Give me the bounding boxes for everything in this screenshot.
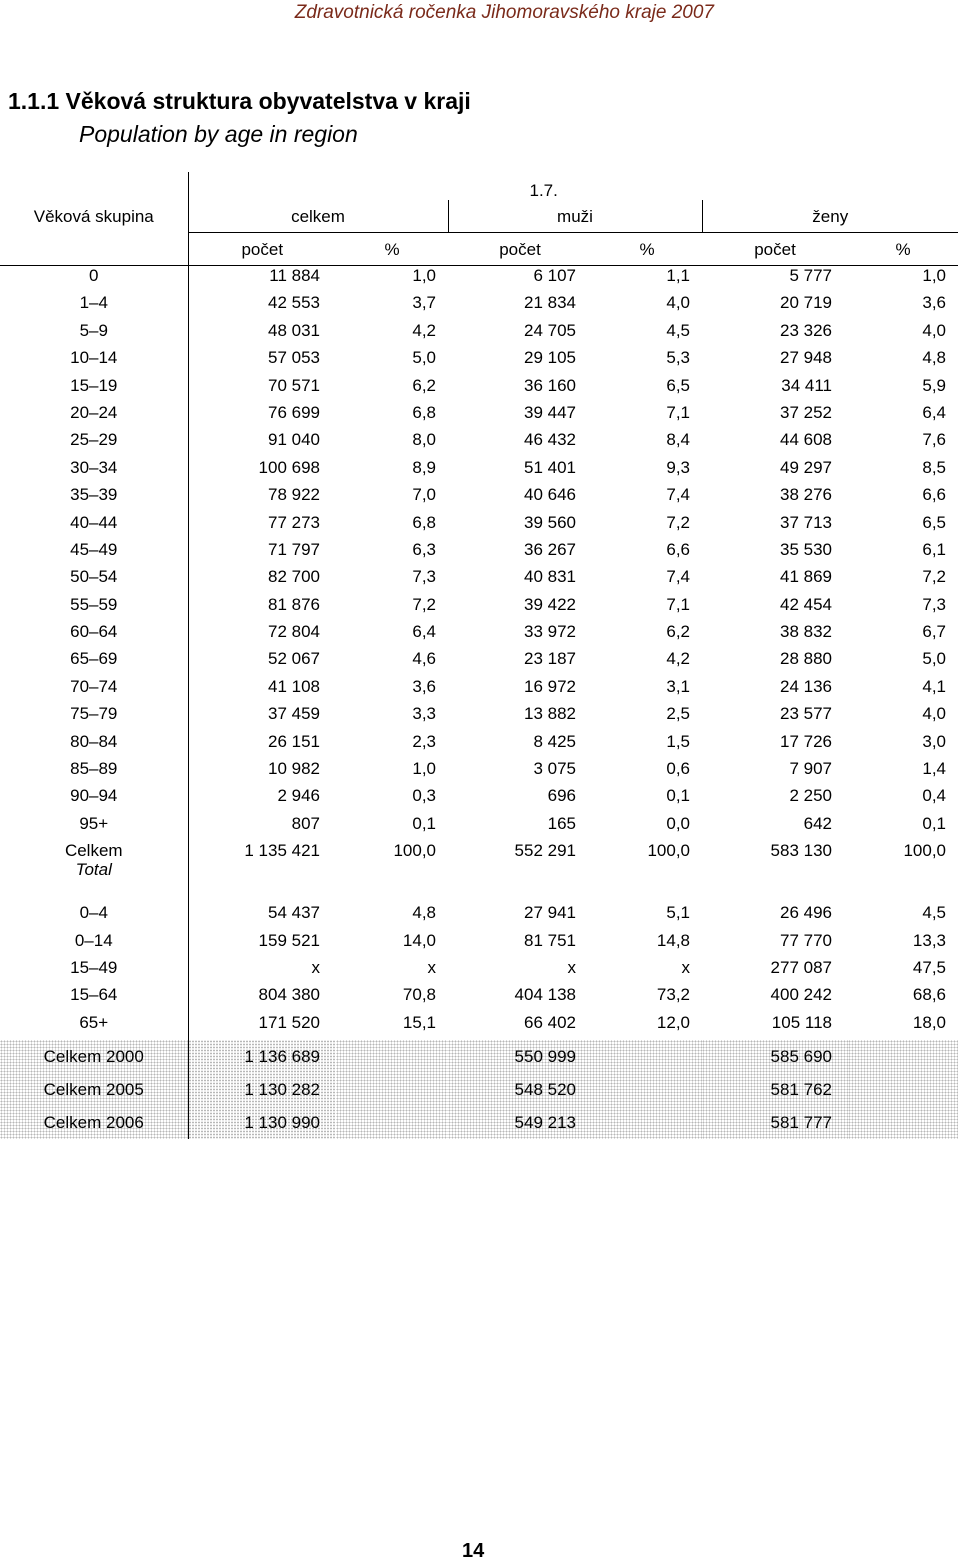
muzi-percent: 5,3 (666, 348, 690, 368)
celkem-percent: 7,0 (412, 485, 436, 505)
celkem-count: 82 700 (268, 567, 320, 587)
muzi-percent: 12,0 (656, 1012, 690, 1032)
age-group-label: 35–39 (0, 485, 188, 512)
zeny-percent: 7,6 (922, 430, 947, 450)
age-group-label: 0 (0, 266, 188, 294)
zeny-count: 277 087 (770, 957, 832, 977)
zeny-percent: 4,1 (922, 676, 947, 696)
muzi-count: 3 075 (533, 759, 576, 779)
age-rows (0, 266, 958, 842)
aggregate-row (0, 985, 958, 1012)
total-celkem-count: 1 135 421 (244, 841, 320, 861)
celkem-percent: x (427, 957, 436, 977)
zeny-count: 105 118 (771, 1012, 832, 1032)
celkem-percent: 14,0 (402, 930, 436, 950)
zeny-count: 581 762 (702, 1073, 848, 1106)
age-group-label: 20–24 (0, 403, 188, 430)
celkem-percent: 7,3 (412, 567, 436, 587)
celkem-percent: 8,0 (412, 430, 436, 450)
muzi-percent: 7,1 (666, 402, 690, 422)
table-row (0, 759, 958, 786)
age-group-label: 75–79 (0, 704, 188, 731)
age-structure-table (0, 172, 958, 1139)
celkem-count: 26 151 (268, 731, 320, 751)
celkem-percent: 3,3 (412, 704, 436, 724)
celkem-count: 159 521 (258, 930, 320, 950)
zeny-count: 17 726 (780, 731, 832, 751)
zeny-percent-empty (848, 1073, 958, 1106)
celkem-count: 171 520 (258, 1012, 320, 1032)
table-row (0, 704, 958, 731)
muzi-count: 550 999 (448, 1040, 592, 1073)
total-zeny-count: 583 130 (770, 841, 832, 861)
muzi-percent: 0,0 (666, 813, 690, 833)
muzi-count: 23 187 (524, 649, 576, 669)
table-row (0, 321, 958, 348)
muzi-percent-empty (592, 1073, 702, 1106)
muzi-percent: 6,5 (666, 375, 690, 395)
total-celkem-percent: 100,0 (393, 841, 436, 861)
celkem-count: 78 922 (268, 485, 320, 505)
historical-label: Celkem 2000 (0, 1040, 188, 1073)
subheader-count: počet (448, 233, 592, 266)
age-group-label: 10–14 (0, 348, 188, 375)
celkem-count: 10 982 (268, 759, 320, 779)
muzi-percent-empty (592, 1040, 702, 1073)
group-header-zeny: ženy (702, 200, 958, 233)
zeny-percent: 68,6 (912, 985, 947, 1005)
total-muzi-count: 552 291 (514, 841, 576, 861)
age-group-label: 65–69 (0, 649, 188, 676)
age-group-label: 95+ (0, 814, 188, 841)
muzi-count: 39 560 (524, 512, 576, 532)
muzi-count: 36 267 (524, 539, 576, 559)
aggregate-row (0, 931, 958, 958)
celkem-percent: 7,2 (412, 594, 436, 614)
zeny-count: 37 713 (780, 512, 832, 532)
muzi-percent: 3,1 (666, 676, 690, 696)
celkem-count: 71 797 (268, 539, 320, 559)
zeny-count: 28 880 (780, 649, 832, 669)
table-row (0, 403, 958, 430)
muzi-percent: 1,1 (666, 266, 690, 285)
historical-label: Celkem 2005 (0, 1073, 188, 1106)
zeny-percent: 6,1 (922, 539, 947, 559)
celkem-percent: 6,4 (412, 622, 436, 642)
table-row (0, 266, 958, 294)
muzi-percent: 4,0 (666, 293, 690, 313)
muzi-count: 40 646 (524, 485, 576, 505)
historical-row (0, 1040, 958, 1073)
zeny-percent: 1,4 (922, 759, 947, 779)
muzi-count: 39 422 (524, 594, 576, 614)
zeny-count: 27 948 (780, 348, 832, 368)
muzi-percent: 7,4 (666, 485, 690, 505)
zeny-percent: 8,5 (922, 457, 947, 477)
zeny-count: 44 608 (780, 430, 832, 450)
zeny-count: 34 411 (781, 375, 832, 395)
historical-row (0, 1073, 958, 1106)
table-row (0, 567, 958, 594)
muzi-count: 549 213 (448, 1106, 592, 1139)
table-row (0, 622, 958, 649)
zeny-count: 585 690 (702, 1040, 848, 1073)
celkem-count: 81 876 (268, 594, 320, 614)
celkem-percent: 6,2 (412, 375, 436, 395)
zeny-count: 642 (803, 813, 832, 833)
aggregate-age-label: 15–49 (0, 958, 188, 985)
muzi-count: 404 138 (514, 985, 576, 1005)
muzi-count: 33 972 (524, 622, 576, 642)
zeny-percent: 4,0 (922, 320, 947, 340)
zeny-count: 5 777 (789, 266, 832, 285)
historical-rows (0, 1040, 958, 1139)
group-header-celkem: celkem (188, 200, 448, 233)
zeny-count: 42 454 (780, 594, 832, 614)
zeny-count: 23 577 (780, 704, 832, 724)
celkem-percent: 70,8 (402, 985, 436, 1005)
muzi-percent: 5,1 (666, 903, 690, 923)
zeny-count: 38 276 (780, 485, 832, 505)
celkem-percent: 6,8 (412, 402, 436, 422)
zeny-count: 77 770 (780, 930, 832, 950)
muzi-count: 27 941 (524, 903, 576, 923)
celkem-count: 70 571 (268, 375, 320, 395)
celkem-count: 100 698 (258, 457, 320, 477)
zeny-percent: 0,1 (922, 813, 947, 833)
celkem-percent-empty (336, 1106, 448, 1139)
celkem-percent: 5,0 (412, 348, 436, 368)
muzi-percent: 9,3 (666, 457, 690, 477)
table-row (0, 485, 958, 512)
zeny-percent: 7,2 (922, 567, 947, 587)
celkem-percent: 3,6 (412, 676, 436, 696)
muzi-count: 16 972 (524, 676, 576, 696)
total-muzi-percent: 100,0 (647, 841, 690, 861)
celkem-count: 48 031 (268, 320, 320, 340)
celkem-count: 11 884 (269, 266, 320, 285)
zeny-count: 37 252 (780, 402, 832, 422)
muzi-percent: 6,6 (666, 539, 690, 559)
age-group-label: 50–54 (0, 567, 188, 594)
celkem-percent: 6,3 (412, 539, 436, 559)
celkem-percent: 15,1 (402, 1012, 436, 1032)
celkem-percent-empty (336, 1040, 448, 1073)
historical-row (0, 1106, 958, 1139)
table-row (0, 458, 958, 485)
zeny-percent: 7,3 (922, 594, 947, 614)
table-row (0, 376, 958, 403)
celkem-count: 2 946 (277, 786, 320, 806)
celkem-count: 1 136 689 (188, 1040, 336, 1073)
celkem-percent: 8,9 (412, 457, 436, 477)
zeny-percent-empty (848, 1040, 958, 1073)
zeny-count: 38 832 (780, 622, 832, 642)
age-group-label: 55–59 (0, 595, 188, 622)
zeny-count: 400 242 (770, 985, 832, 1005)
aggregate-age-label: 0–4 (0, 897, 188, 930)
age-group-label: 60–64 (0, 622, 188, 649)
celkem-count: 804 380 (258, 985, 320, 1005)
celkem-count: 72 804 (268, 622, 320, 642)
age-group-label: 45–49 (0, 540, 188, 567)
zeny-percent: 5,9 (922, 375, 947, 395)
age-group-label: 1–4 (0, 293, 188, 320)
table-row (0, 649, 958, 676)
zeny-percent: 6,4 (922, 402, 947, 422)
zeny-count: 23 326 (780, 320, 832, 340)
age-group-label: 5–9 (0, 321, 188, 348)
celkem-percent: 4,8 (412, 903, 436, 923)
subheader-percent: % (336, 233, 448, 266)
muzi-count: 40 831 (524, 567, 576, 587)
celkem-percent: 1,0 (412, 266, 436, 285)
celkem-count: 91 040 (268, 430, 320, 450)
celkem-percent: 4,2 (412, 320, 436, 340)
total-label: Celkem (64, 841, 123, 861)
group-header-muzi: muži (448, 200, 702, 233)
muzi-percent: 73,2 (656, 985, 690, 1005)
muzi-percent: 4,5 (666, 320, 690, 340)
subheader-count: počet (188, 233, 336, 266)
zeny-percent: 5,0 (922, 649, 947, 669)
celkem-count: x (311, 957, 320, 977)
zeny-count: 49 297 (780, 457, 832, 477)
table-row (0, 786, 958, 813)
table-reference: 1.7. (529, 181, 558, 200)
aggregate-row (0, 1013, 958, 1040)
muzi-count: 39 447 (524, 402, 576, 422)
celkem-count: 807 (291, 813, 320, 833)
muzi-count: 46 432 (524, 430, 576, 450)
zeny-percent: 18,0 (912, 1012, 947, 1032)
zeny-count: 35 530 (780, 539, 832, 559)
running-header: Zdravotnická ročenka Jihomoravského kraje 2007 (294, 2, 714, 23)
age-group-label: 15–19 (0, 376, 188, 403)
subheader-percent: % (848, 233, 958, 266)
celkem-percent: 6,8 (412, 512, 436, 532)
celkem-count: 77 273 (268, 512, 320, 532)
zeny-percent: 4,8 (922, 348, 947, 368)
table-row (0, 430, 958, 457)
celkem-count: 54 437 (268, 903, 320, 923)
subheader-percent: % (592, 233, 702, 266)
celkem-count: 1 130 990 (188, 1106, 336, 1139)
celkem-percent: 3,7 (412, 293, 436, 313)
age-group-label: 25–29 (0, 430, 188, 457)
aggregate-row (0, 897, 958, 930)
age-group-label: 90–94 (0, 786, 188, 813)
age-group-label: 40–44 (0, 513, 188, 540)
age-group-label: 80–84 (0, 732, 188, 759)
celkem-percent: 0,3 (412, 786, 436, 806)
zeny-percent: 6,6 (922, 485, 947, 505)
total-row (0, 841, 958, 897)
muzi-count: 6 107 (533, 266, 576, 285)
celkem-percent: 2,3 (412, 731, 436, 751)
age-group-label: 30–34 (0, 458, 188, 485)
muzi-percent: 7,1 (666, 594, 690, 614)
page-number: 14 (462, 1540, 485, 1562)
muzi-percent: 8,4 (666, 430, 690, 450)
zeny-count: 41 869 (780, 567, 832, 587)
muzi-count: 81 751 (524, 930, 576, 950)
muzi-percent: x (681, 957, 690, 977)
total-zeny-percent: 100,0 (903, 841, 947, 861)
table-row (0, 732, 958, 759)
table-row (0, 595, 958, 622)
celkem-percent: 1,0 (412, 759, 436, 779)
table-row (0, 348, 958, 375)
age-group-label: 70–74 (0, 677, 188, 704)
muzi-count: 29 105 (524, 348, 576, 368)
muzi-count: x (567, 957, 576, 977)
table-row (0, 513, 958, 540)
celkem-percent-empty (336, 1073, 448, 1106)
aggregate-age-label: 65+ (0, 1013, 188, 1040)
aggregate-rows (0, 897, 958, 1040)
zeny-percent: 3,6 (922, 293, 947, 313)
muzi-percent: 6,2 (666, 622, 690, 642)
muzi-count: 548 520 (448, 1073, 592, 1106)
celkem-percent: 0,1 (412, 813, 436, 833)
celkem-count: 76 699 (268, 402, 320, 422)
aggregate-row (0, 958, 958, 985)
celkem-count: 52 067 (268, 649, 320, 669)
muzi-count: 165 (547, 813, 576, 833)
muzi-percent-empty (592, 1106, 702, 1139)
total-section (0, 841, 958, 897)
muzi-percent: 14,8 (656, 930, 690, 950)
muzi-percent: 1,5 (666, 731, 690, 751)
zeny-count: 7 907 (789, 759, 832, 779)
muzi-count: 24 705 (524, 320, 576, 340)
celkem-count: 1 130 282 (188, 1073, 336, 1106)
muzi-percent: 7,4 (666, 567, 690, 587)
muzi-count: 51 401 (524, 457, 576, 477)
muzi-count: 21 834 (524, 293, 576, 313)
section-subtitle: Population by age in region (79, 121, 358, 147)
zeny-percent-empty (848, 1106, 958, 1139)
zeny-percent: 47,5 (912, 957, 947, 977)
table-row (0, 540, 958, 567)
total-label-cell (0, 841, 188, 897)
muzi-count: 36 160 (524, 375, 576, 395)
muzi-percent: 4,2 (666, 649, 690, 669)
historical-label: Celkem 2006 (0, 1106, 188, 1139)
zeny-percent: 3,0 (922, 731, 947, 751)
celkem-count: 57 053 (268, 348, 320, 368)
zeny-count: 26 496 (780, 903, 832, 923)
total-label-en: Total (75, 860, 112, 880)
muzi-percent: 7,2 (666, 512, 690, 532)
subheader-count: počet (702, 233, 848, 266)
aggregate-age-label: 15–64 (0, 985, 188, 1012)
age-group-header: Věková skupina (0, 200, 188, 233)
section-title: 1.1.1 Věková struktura obyvatelstva v kraji (8, 88, 471, 114)
table-row (0, 677, 958, 704)
aggregate-age-label: 0–14 (0, 931, 188, 958)
zeny-count: 20 719 (780, 293, 832, 313)
muzi-percent: 0,6 (666, 759, 690, 779)
zeny-percent: 4,0 (922, 704, 947, 724)
zeny-percent: 13,3 (912, 930, 947, 950)
age-group-label: 85–89 (0, 759, 188, 786)
celkem-count: 42 553 (268, 293, 320, 313)
table-row (0, 814, 958, 841)
muzi-percent: 2,5 (666, 704, 690, 724)
muzi-count: 696 (547, 786, 576, 806)
zeny-percent: 0,4 (922, 786, 947, 806)
zeny-percent: 6,7 (922, 622, 947, 642)
celkem-count: 37 459 (268, 704, 320, 724)
muzi-percent: 0,1 (666, 786, 690, 806)
celkem-count: 41 108 (268, 676, 320, 696)
muzi-count: 66 402 (524, 1012, 576, 1032)
zeny-percent: 6,5 (922, 512, 947, 532)
zeny-percent: 1,0 (922, 266, 947, 285)
celkem-percent: 4,6 (412, 649, 436, 669)
zeny-count: 24 136 (780, 676, 832, 696)
muzi-count: 13 882 (524, 704, 576, 724)
zeny-percent: 4,5 (922, 903, 947, 923)
muzi-count: 8 425 (533, 731, 576, 751)
zeny-count: 2 250 (789, 786, 832, 806)
zeny-count: 581 777 (702, 1106, 848, 1139)
table-row (0, 293, 958, 320)
